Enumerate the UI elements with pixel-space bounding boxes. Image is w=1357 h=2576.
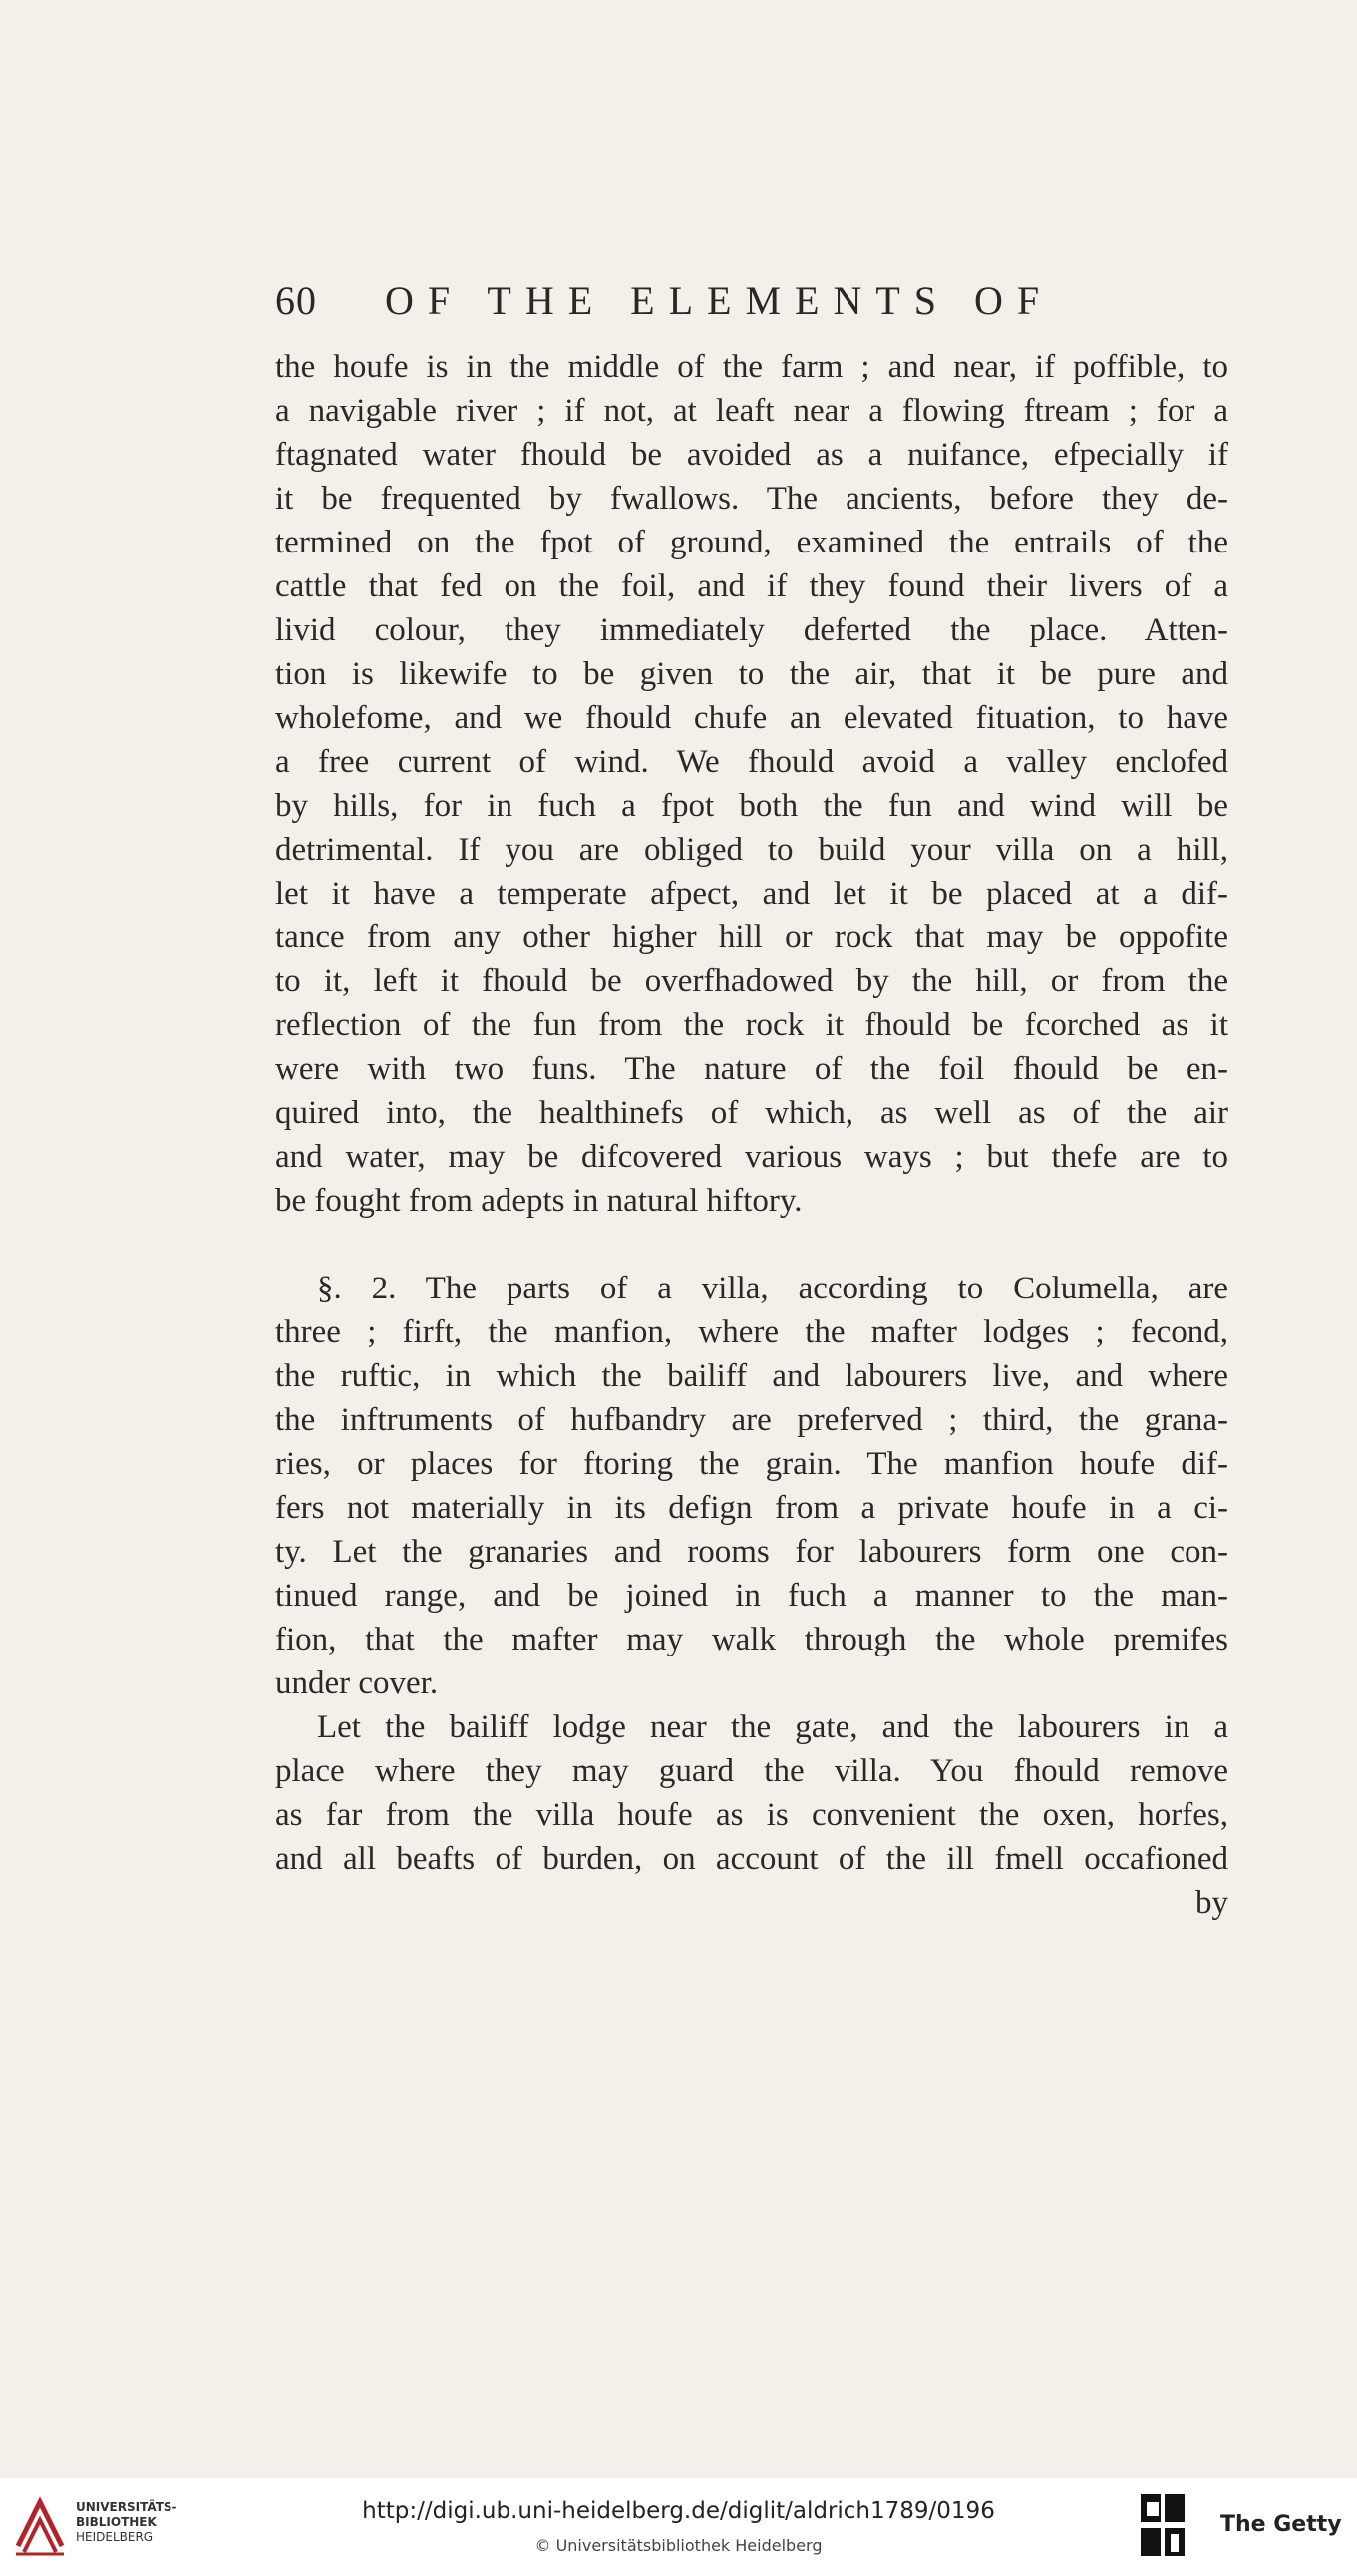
page-header [275,269,1232,339]
text-line: let it have a temperate afpect, and let it be placed at a dif- [275,876,1228,912]
text-line: detrimental. If you are obliged to build your villa on a hill, [275,832,1228,868]
paragraph-3 [275,1705,1228,1881]
catchword: by [1195,1885,1228,1921]
footer-bar [0,2478,1357,2576]
text-line: and water, may be difcovered various ways ; but thefe are to [275,1139,1228,1175]
text-line: it be frequented by fwallows. The ancients, before they de- [275,481,1228,517]
copyright-notice: © Universitätsbibliothek Heidelberg [534,2536,823,2555]
text-line: Let the bailiff lodge near the gate, and the labourers in a [317,1709,1228,1745]
text-line: the houfe is in the middle of the farm ; and near, if poffible, to [275,349,1228,385]
paragraph-2 [275,1267,1228,1705]
text-line: place where they may guard the villa. You fhould remove [275,1753,1228,1789]
text-line: ftagnated water fhould be avoided as a nuifance, efpecially if [275,437,1228,473]
text-line: wholefome, and we fhould chufe an elevated fituation, to have [275,700,1228,736]
text-line: termined on the fpot of ground, examined the entrails of the [275,525,1228,560]
text-line: ty. Let the granaries and rooms for labourers form one con- [275,1534,1228,1570]
text-line: the ruftic, in which the bailiff and labourers live, and where [275,1358,1228,1394]
running-head: OF THE ELEMENTS OF [385,278,1054,323]
text-line: §. 2. The parts of a villa, according to Columella, are [317,1271,1228,1306]
library-name: UNIVERSITÄTS- BIBLIOTHEK HEIDELBERG [76,2500,177,2544]
body-text [275,345,1228,1925]
getty-name: The Getty [1220,2512,1342,2537]
text-line: reflection of the fun from the rock it fhould be fcorched as it [275,1007,1228,1043]
text-line: tance from any other higher hill or rock that may be oppofite [275,920,1228,955]
paragraph-1 [275,345,1228,1223]
text-line: by hills, for in fuch a fpot both the fun and wind will be [275,788,1228,824]
getty-logo-icon [1137,2490,1188,2562]
text-line: to it, left it fhould be overfhadowed by the hill, or from the [275,963,1228,999]
text-line: fers not materially in its defign from a private houfe in a ci- [275,1490,1228,1526]
text-line: tinued range, and be joined in fuch a manner to the man- [275,1578,1228,1614]
text-line: cattle that fed on the foil, and if they found their livers of a [275,568,1228,604]
text-line: as far from the villa houfe as is convenient the oxen, horfes, [275,1797,1228,1833]
text-line: ries, or places for ftoring the grain. The manfion houfe dif- [275,1446,1228,1482]
text-line: a free current of wind. We fhould avoid a valley enclofed [275,744,1228,780]
permalink-url[interactable]: http://digi.ub.uni-heidelberg.de/diglit/aldrich1789/0196 [362,2498,995,2524]
text-line: fion, that the mafter may walk through the whole premifes [275,1622,1228,1657]
text-line: livid colour, they immediately deferted the place. Atten- [275,612,1228,648]
text-line: a navigable river ; if not, at leaft near a flowing ftream ; for a [275,393,1228,429]
text-line: three ; firft, the manfion, where the mafter lodges ; fecond, [275,1314,1228,1350]
text-line: were with two funs. The nature of the foil fhould be en- [275,1051,1228,1087]
page-number: 60 [275,278,317,323]
text-line: the inftruments of hufbandry are preferved ; third, the grana- [275,1402,1228,1438]
text-line: under cover. [275,1665,439,1701]
text-line: and all beafts of burden, on account of the ill fmell occafioned [275,1841,1228,1877]
text-line: be fought from adepts in natural hiftory. [275,1183,803,1219]
text-line: quired into, the healthinefs of which, as well as of the air [275,1095,1228,1131]
text-line: tion is likewife to be given to the air, that it be pure and [275,656,1228,692]
